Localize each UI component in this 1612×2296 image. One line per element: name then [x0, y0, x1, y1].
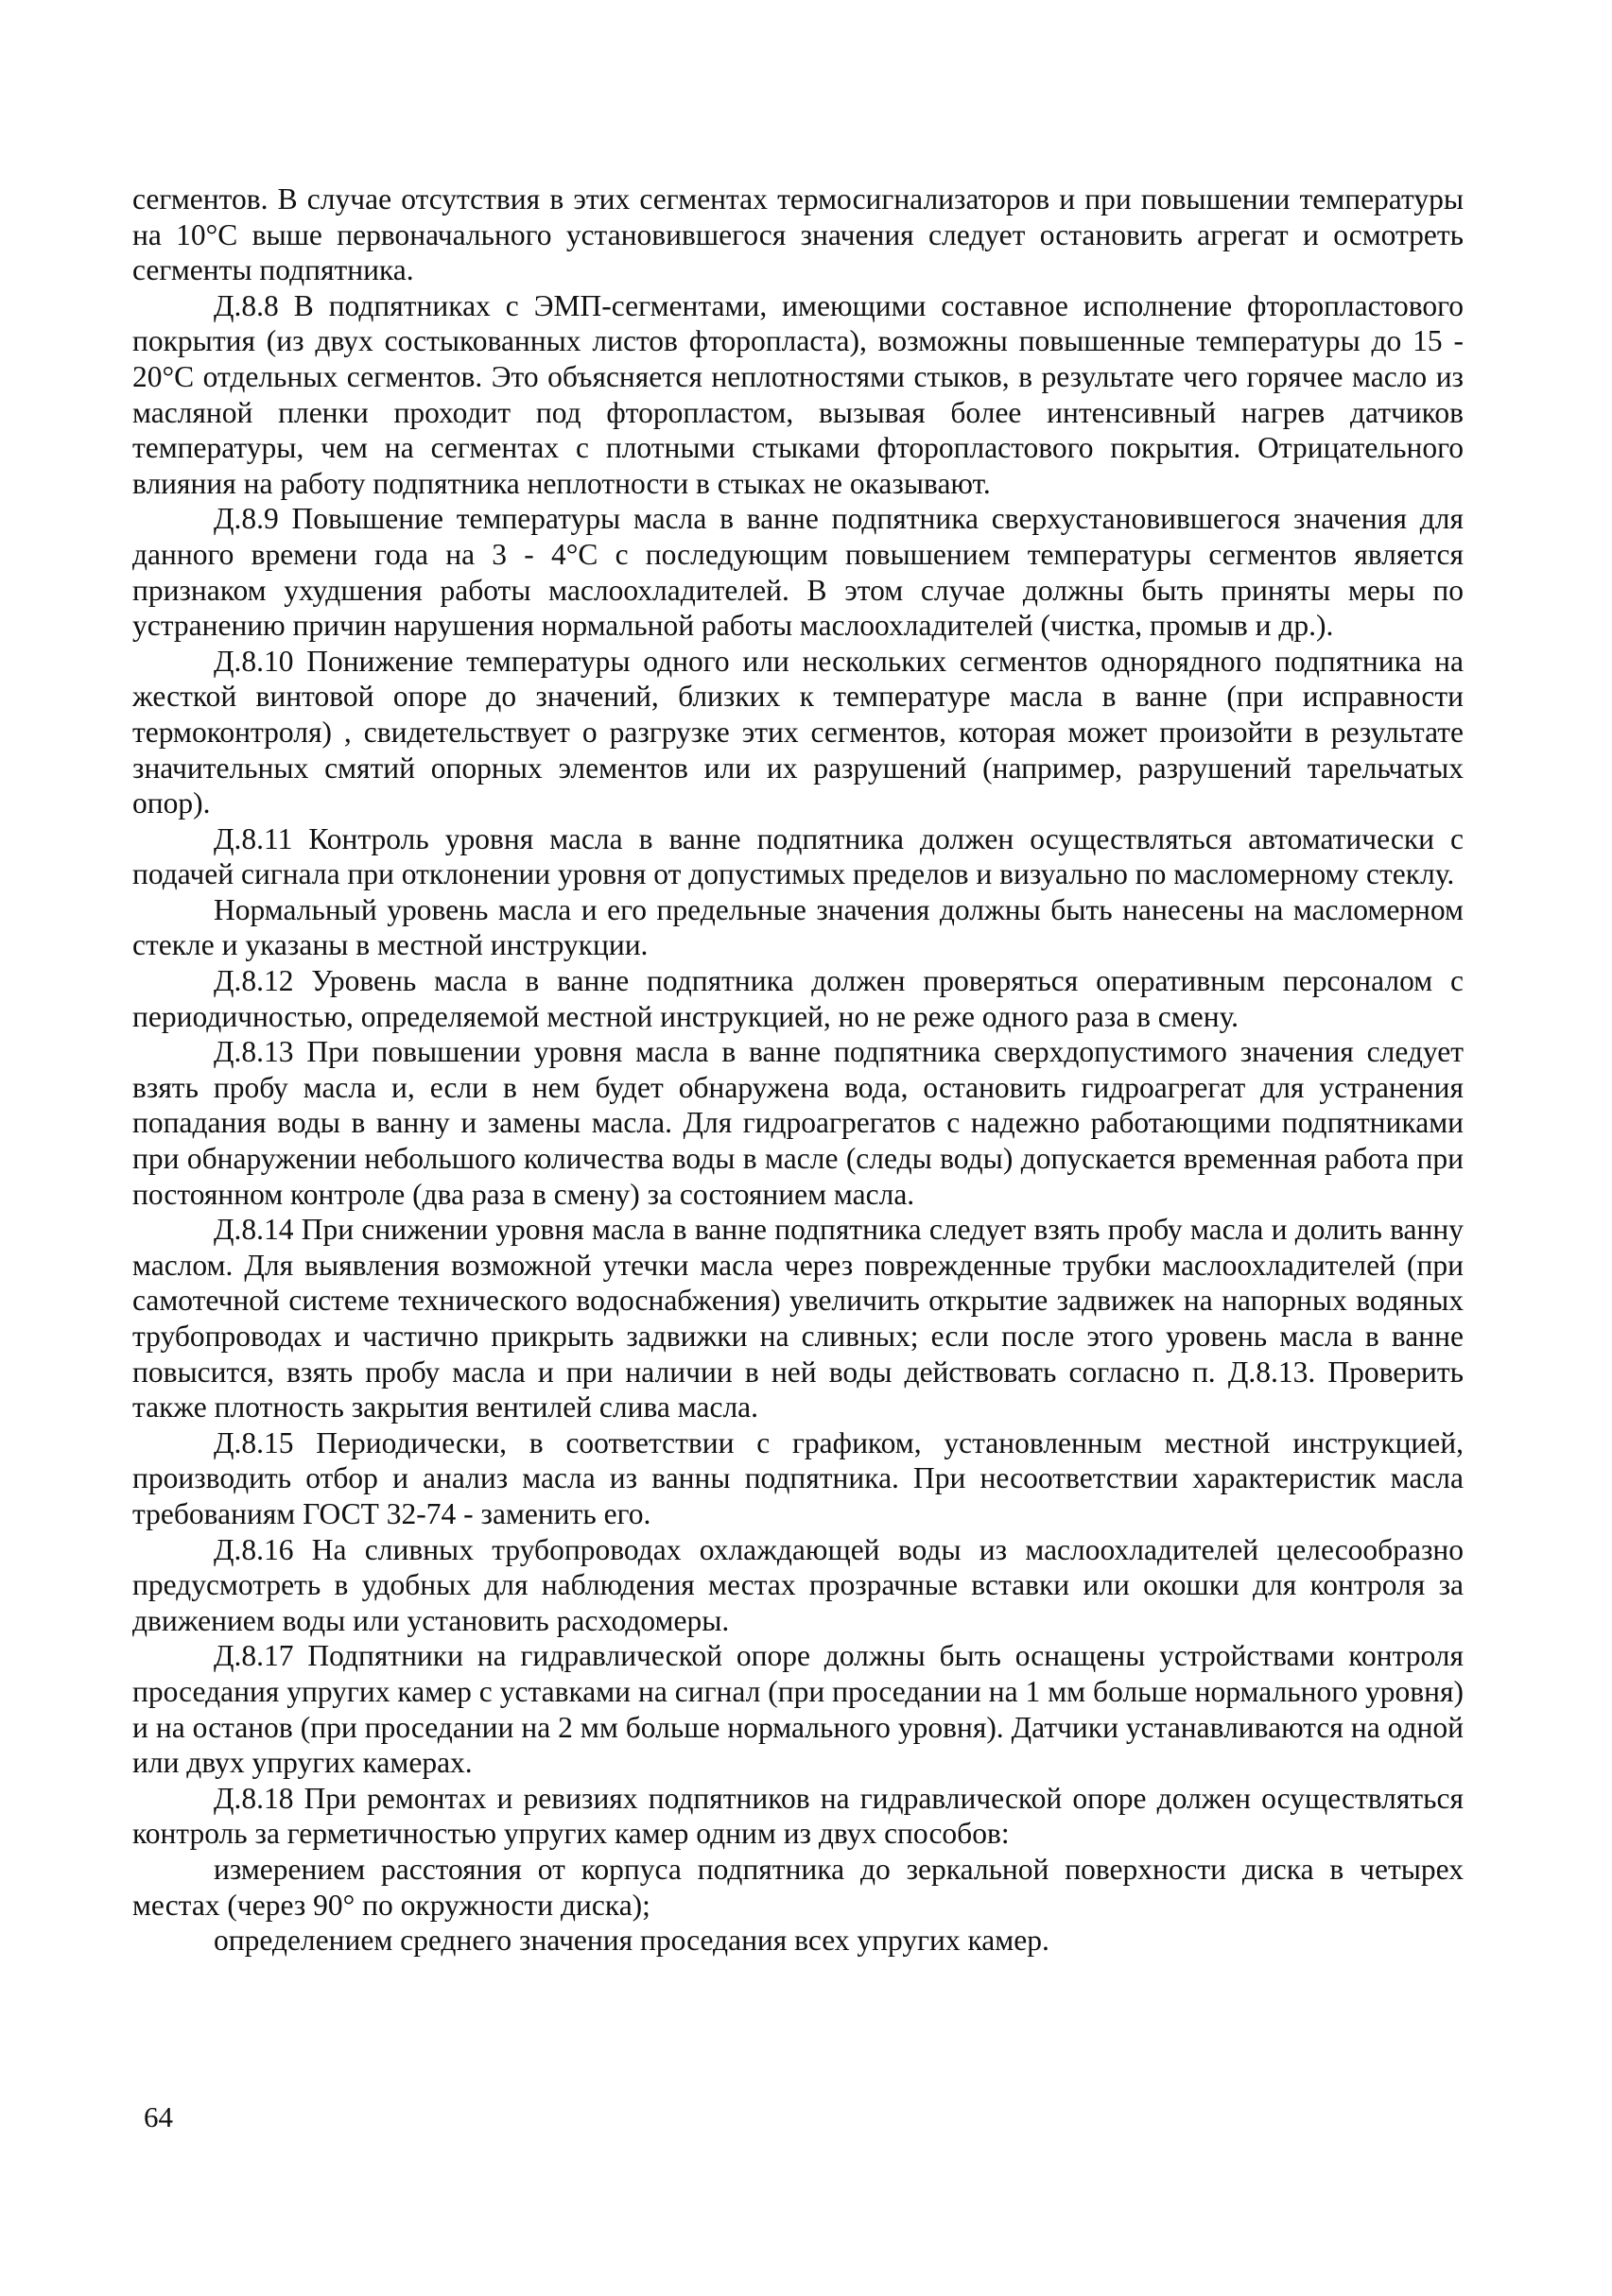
paragraph-d-8-15: Д.8.15 Периодически, в соответствии с графиком, установленным местной инструкцией, производить отбор и анализ масла из ванны подпятника. При несоответствии характеристик масла требованиям ГОСТ 32-74 - заменить его.: [132, 1425, 1464, 1530]
paragraph-d-8-10: Д.8.10 Понижение температуры одного или нескольких сегментов однорядного подпятника на жесткой винтовой опоре до значений, близких к температуре масла в ванне (при исправности термоконтроля) , свидетельствует о разгрузке этих сегментов, которая может произойти в результате значительных смятий опорных элементов или их разрушений (например, разрушений тарельчатых опор).: [132, 644, 1464, 820]
paragraph-d-8-12: Д.8.12 Уровень масла в ванне подпятника должен проверяться оперативным персоналом с периодичностью, определяемой местной инструкцией, но не реже одного раза в смену.: [132, 964, 1464, 1033]
paragraph-d-8-18: Д.8.18 При ремонтах и ревизиях подпятников на гидравлической опоре должен осуществляться контроль за герметичностью упругих камер одним из двух способов:: [132, 1781, 1464, 1851]
paragraph-normal-level: Нормальный уровень масла и его предельные значения должны быть нанесены на масломерном стекле и указаны в местной инструкции.: [132, 892, 1464, 962]
paragraph-d-8-14: Д.8.14 При снижении уровня масла в ванне подпятника следует взять пробу масла и долить ванну маслом. Для выявления возможной утечки масла через поврежденные трубки маслоохладителей (при самотечной системе технического водоснабжения) увеличить открытие задвижек на напорных водяных трубопроводах и частично прикрыть задвижки на сливных; если после этого уровень масла в ванне повысится, взять пробу масла и при наличии в ней воды действовать согласно п. Д.8.13. Проверить также плотность закрытия вентилей слива масла.: [132, 1213, 1464, 1424]
paragraph-d-8-17: Д.8.17 Подпятники на гидравлической опоре должны быть оснащены устройствами контроля проседания упругих камер с уставками на сигнал (при проседании на 1 мм больше нормального уровня) и на останов (при проседании на 2 мм больше нормального уровня). Датчики устанавливаются на одной или двух упругих камерах.: [132, 1639, 1464, 1780]
body-text: [132, 181, 1464, 1959]
paragraph-d-8-13: Д.8.13 При повышении уровня масла в ванне подпятника сверхдопустимого значения следует взять пробу масла и, если в нем будет обнаружена вода, остановить гидроагрегат для устранения попадания воды в ванну и замены масла. Для гидроагрегатов с надежно работающими подпятниками при обнаружении небольшого количества воды в масле (следы воды) допускается временная работа при постоянном контроле (два раза в смену) за состоянием масла.: [132, 1035, 1464, 1211]
list-item-method-2: определением среднего значения проседания всех упругих камер.: [214, 1924, 1049, 1958]
paragraph-d-8-8: Д.8.8 В подпятниках с ЭМП-сегментами, имеющими составное исполнение фторопластового покрытия (из двух состыкованных листов фторопласта), возможны повышенные температуры до 15 - 20°С отдельных сегментов. Это объясняется неплотностями стыков, в результате чего горячее масло из масляной пленки проходит под фторопластом, вызывая более интенсивный нагрев датчиков температуры, чем на сегментах с плотными стыками фторопластового покрытия. Отрицательного влияния на работу подпятника неплотности в стыках не оказывают.: [132, 288, 1464, 500]
paragraph-d-8-11: Д.8.11 Контроль уровня масла в ванне подпятника должен осуществляться автоматически с подачей сигнала при отклонении уровня от допустимых пределов и визуально по масломерному стеклу.: [132, 821, 1464, 891]
paragraph-continuation: сегментов. В случае отсутствия в этих сегментах термосигнализаторов и при повышении температуры на 10°С выше первоначального установившегося значения следует остановить агрегат и осмотреть сегменты подпятника.: [132, 182, 1464, 287]
list-item-method-1: измерением расстояния от корпуса подпятника до зеркальной поверхности диска в четырех местах (через 90° по окружности диска);: [132, 1852, 1464, 1922]
page-number: 64: [144, 2100, 173, 2133]
paragraph-d-8-9: Д.8.9 Повышение температуры масла в ванне подпятника сверхустановившегося значения для данного времени года на 3 - 4°С с последующим повышением температуры сегментов является признаком ухудшения работы маслоохладителей. В этом случае должны быть приняты меры по устранению причин нарушения нормальной работы маслоохладителей (чистка, промыв и др.).: [132, 502, 1464, 643]
paragraph-d-8-16: Д.8.16 На сливных трубопроводах охлаждающей воды из маслоохладителей целесообразно предусмотреть в удобных для наблюдения местах прозрачные вставки или окошки для контроля за движением воды или установить расходомеры.: [132, 1532, 1464, 1637]
